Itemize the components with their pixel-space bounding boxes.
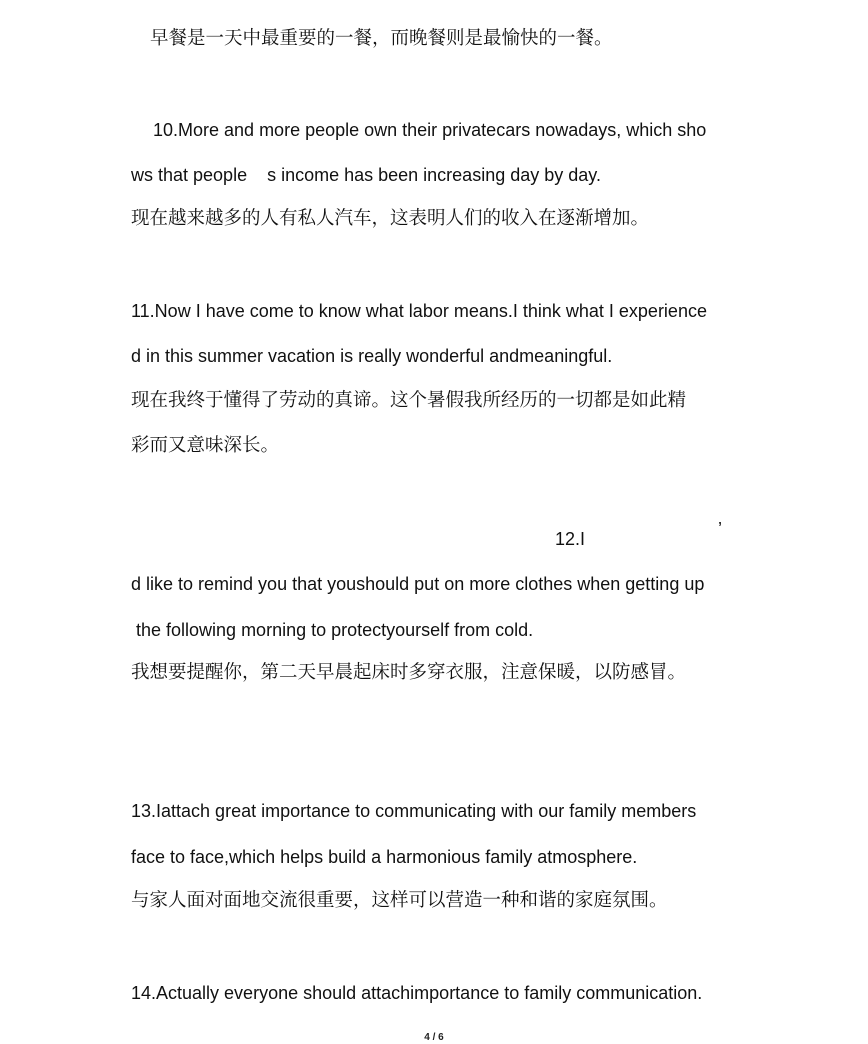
text-fragment: ws that people bbox=[131, 165, 248, 185]
text-line-chinese: 现在我终于懂得了劳动的真谛。这个暑假我所经历的一切都是如此精 bbox=[131, 390, 687, 411]
text-line-english: d like to remind you that youshould put on more clothes when getting up bbox=[131, 574, 705, 594]
text-line-chinese: 早餐是一天中最重要的一餐，而晚餐则是最愉快的一餐。 bbox=[150, 28, 613, 49]
text-line-chinese: 我想要提醒你，第二天早晨起床时多穿衣服，注意保暖，以防感冒。 bbox=[131, 662, 687, 683]
text-line-chinese: 彩而又意味深长。 bbox=[131, 435, 280, 456]
text-line-english: 10.More and more people own their privatecars nowadays, which sho bbox=[153, 120, 707, 140]
apostrophe-mark: ’ bbox=[718, 519, 722, 539]
text-line-english: face to face,which helps build a harmonious family atmosphere. bbox=[131, 847, 638, 867]
text-fragment: s income has been increasing day by day. bbox=[267, 165, 601, 185]
text-line-english: 12.I bbox=[555, 529, 586, 549]
text-line-english: d in this summer vacation is really wonderful andmeaningful. bbox=[131, 346, 613, 366]
text-line-english: the following morning to protectyourself from cold. bbox=[136, 620, 534, 640]
text-line-chinese: 与家人面对面地交流很重要，这样可以营造一种和谐的家庭氛围。 bbox=[131, 890, 668, 911]
text-line-english: 13.Iattach great importance to communicating with our family members bbox=[131, 801, 697, 821]
text-line-english: 11.Now I have come to know what labor means.I think what I experience bbox=[131, 301, 707, 321]
page-number: 4 / 6 bbox=[424, 1032, 444, 1043]
text-line-chinese: 现在越来越多的人有私人汽车，这表明人们的收入在逐渐增加。 bbox=[131, 208, 650, 229]
text-line-english bbox=[131, 166, 601, 184]
text-line-english: 14.Actually everyone should attachimportance to family communication. bbox=[131, 983, 703, 1003]
